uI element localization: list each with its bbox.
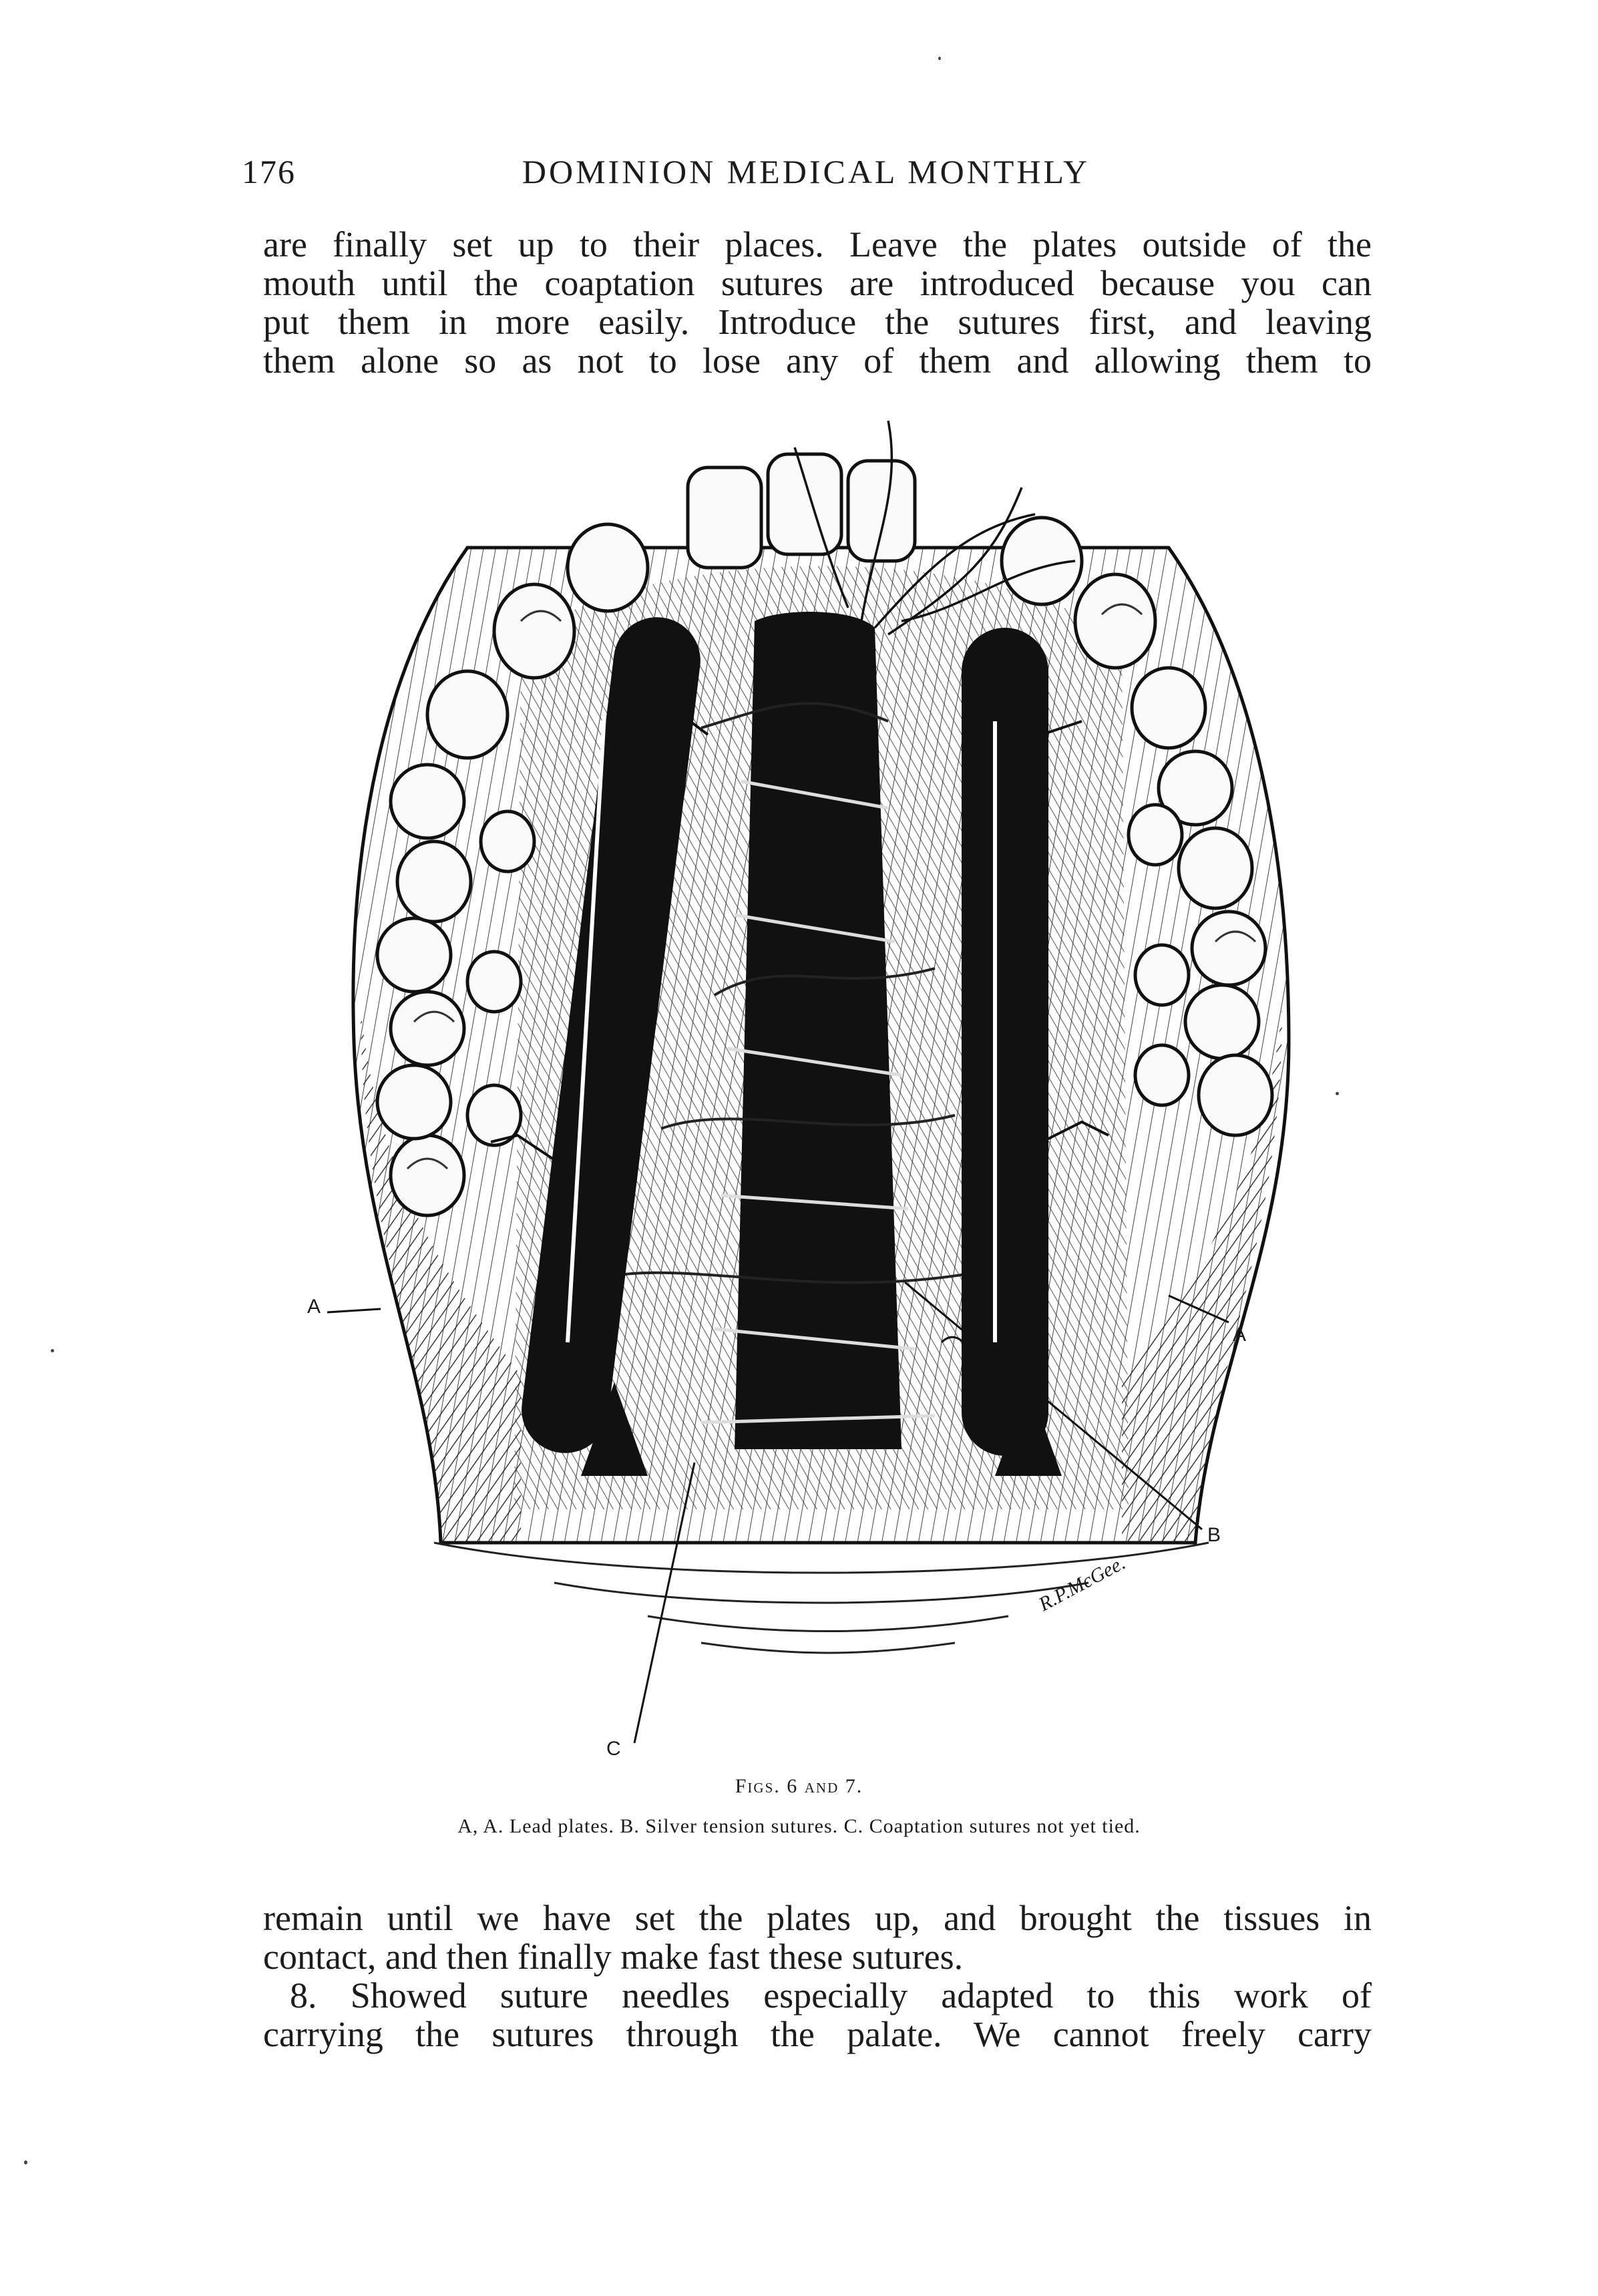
text-line: are finally set up to their places. Leave the plates outside of the: [263, 224, 1372, 264]
paragraph-bottom: [263, 1899, 1372, 2054]
page-number: 176: [242, 153, 296, 190]
cleft: [735, 612, 902, 1449]
text-line: 8. Showed suture needles especially adapted to this work of: [290, 1975, 1372, 2016]
artist-signature: R.P.McGee.: [1035, 1551, 1129, 1616]
scan-speck: [24, 2160, 27, 2164]
text-line: remain until we have set the plates up, and brought the tissues in: [263, 1898, 1372, 1938]
palate-illustration: [301, 407, 1356, 1763]
scan-speck: [938, 57, 941, 60]
text-line: mouth until the coaptation sutures are introduced because you can: [263, 263, 1372, 303]
scan-speck: [51, 1349, 54, 1352]
text-line: contact, and then finally make fast these sutures.: [263, 1937, 964, 1977]
running-title: DOMINION MEDICAL MONTHLY: [522, 153, 1090, 190]
paragraph-top: [263, 225, 1372, 380]
text-line: them alone so as not to lose any of them and allowing them to: [263, 341, 1372, 381]
lead-plate-right: [962, 628, 1048, 1456]
label-b: B: [1207, 1524, 1221, 1546]
scan-speck: [1336, 1092, 1339, 1095]
text-line: put them in more easily. Introduce the sutures first, and leaving: [263, 302, 1372, 342]
page-header: [242, 152, 1370, 199]
label-a-left: A: [307, 1296, 321, 1318]
figure-title: Figs. 6 and 7.: [735, 1775, 863, 1797]
text-line: carrying the sutures through the palate. We cannot freely carry: [263, 2014, 1372, 2054]
label-c: C: [606, 1738, 621, 1760]
label-a-right: A: [1233, 1324, 1247, 1346]
figure-caption: A, A. Lead plates. B. Silver tension sutures. C. Coaptation sutures not yet tied.: [457, 1815, 1141, 1837]
